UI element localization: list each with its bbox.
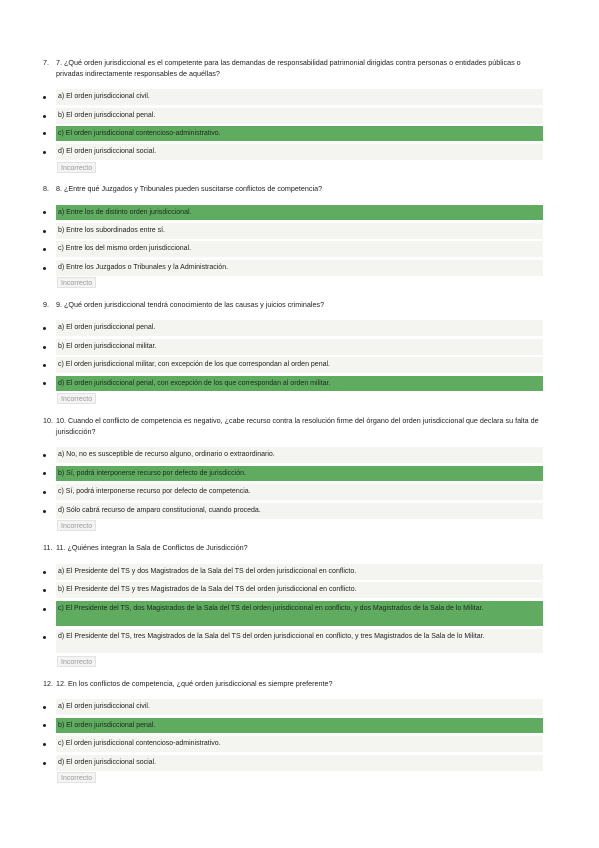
option-text: b) El Presidente del TS y tres Magistrados de la Sala del TS del orden jurisdiccional en conflicto. [58, 586, 357, 593]
option-a[interactable] [56, 447, 543, 463]
option-text: b) El orden jurisdiccional penal. [58, 722, 156, 729]
option-text: a) No, no es susceptible de recurso alguno, ordinario o extraordinario. [58, 451, 275, 458]
bullet-icon [43, 96, 46, 99]
question-text: 7. ¿Qué orden jurisdiccional es el competente para las demandas de responsabilidad patrimonial dirigidas contra personas o entidades públicas o privadas indirectamente responsables de aquéllas? [56, 58, 521, 78]
bullet-icon [43, 346, 46, 349]
option-text: a) El orden jurisdiccional penal. [58, 324, 156, 331]
bullet-icon [43, 151, 46, 154]
bullet-icon [43, 636, 46, 639]
option-c-correct[interactable] [56, 601, 543, 626]
question-number: 10. [43, 416, 53, 425]
bullet-icon [43, 115, 46, 118]
question-8 [0, 183, 599, 287]
bullet-icon [43, 571, 46, 574]
question-text: 10. Cuando el conflicto de competencia es negativo, ¿cabe recurso contra la resolución firme del órgano del orden jurisdiccional que declara su falta de jurisdicción? [56, 416, 539, 436]
option-b[interactable] [56, 339, 543, 355]
question-number: 11. [43, 543, 53, 552]
question-header [0, 415, 599, 437]
question-number: 12. [43, 679, 53, 688]
option-c-correct[interactable] [56, 126, 543, 141]
question-number: 7. [43, 58, 49, 67]
bullet-icon [43, 454, 46, 457]
option-text: c) El orden jurisdiccional contencioso-administrativo. [58, 130, 221, 137]
option-d[interactable] [56, 260, 543, 276]
question-text: 8. ¿Entre qué Juzgados y Tribunales pueden suscitarse conflictos de competencia? [56, 184, 323, 193]
option-c[interactable] [56, 241, 543, 257]
option-d[interactable] [56, 755, 543, 771]
option-text: a) El orden jurisdiccional civil. [58, 703, 150, 710]
question-10 [0, 415, 599, 530]
option-b[interactable] [56, 582, 543, 598]
bullet-icon [43, 327, 46, 330]
option-text: d) Sólo cabrá recurso de amparo constitucional, cuando proceda. [58, 507, 261, 514]
bullet-icon [43, 706, 46, 709]
question-text: 9. ¿Qué orden jurisdiccional tendrá conocimiento de las causas y juicios criminales? [56, 300, 325, 309]
option-text: b) El orden jurisdiccional militar. [58, 343, 157, 350]
question-9 [0, 299, 599, 403]
option-b-correct[interactable] [56, 466, 543, 481]
feedback-incorrect: Incorrecto [57, 162, 96, 173]
question-header [0, 678, 599, 689]
option-text: a) El Presidente del TS y dos Magistrados de la Sala del TS del orden jurisdiccional en conflicto. [58, 568, 357, 575]
bullet-icon [43, 248, 46, 251]
option-text: d) El orden jurisdiccional social. [58, 148, 157, 155]
bullet-icon [43, 364, 46, 367]
option-d[interactable] [56, 629, 543, 653]
bullet-icon [43, 608, 46, 611]
option-c[interactable] [56, 357, 543, 373]
option-text: c) El orden jurisdiccional militar, con excepción de los que correspondan al orden penal. [58, 361, 330, 368]
option-c[interactable] [56, 484, 543, 500]
question-11 [0, 542, 599, 666]
option-text: b) Entre los subordinados entre sí. [58, 227, 166, 234]
bullet-icon [43, 472, 46, 475]
feedback-incorrect: Incorrecto [57, 520, 96, 531]
option-d[interactable] [56, 144, 543, 160]
feedback-incorrect: Incorrecto [57, 656, 96, 667]
option-a-correct[interactable] [56, 205, 543, 220]
option-a[interactable] [56, 320, 543, 336]
bullet-icon [43, 491, 46, 494]
option-a[interactable] [56, 699, 543, 715]
question-number: 9. [43, 300, 49, 309]
bullet-icon [43, 510, 46, 513]
option-c[interactable] [56, 736, 543, 752]
option-text: c) Entre los del mismo orden jurisdiccional. [58, 245, 192, 252]
option-text: d) El orden jurisdiccional social. [58, 759, 157, 766]
question-number: 8. [43, 184, 49, 193]
bullet-icon [43, 132, 46, 135]
option-text: c) El Presidente del TS, dos Magistrados de la Sala del TS del orden jurisdiccional en conflicto, y dos Magistrados de la Sala de lo Militar. [58, 605, 484, 612]
question-header [0, 183, 599, 194]
bullet-icon [43, 724, 46, 727]
question-header [0, 542, 599, 553]
option-text: b) El orden jurisdiccional penal. [58, 112, 156, 119]
bullet-icon [43, 762, 46, 765]
question-text: 11. ¿Quiénes integran la Sala de Conflictos de Jurisdicción? [56, 543, 248, 552]
option-d-correct[interactable] [56, 376, 543, 391]
option-text: b) Sí, podrá interponerse recurso por defecto de jurisdicción. [58, 470, 246, 477]
option-text: d) El Presidente del TS, tres Magistrados de la Sala del TS del orden jurisdiccional en conflicto, y tres Magistrados de la Sala de lo Militar. [58, 633, 485, 640]
option-text: d) Entre los Juzgados o Tribunales y la Administración. [58, 264, 229, 271]
question-header [0, 299, 599, 310]
option-text: c) El orden jurisdiccional contencioso-administrativo. [58, 740, 221, 747]
question-7 [0, 57, 599, 172]
bullet-icon [43, 230, 46, 233]
feedback-incorrect: Incorrecto [57, 277, 96, 288]
option-text: a) Entre los de distinto orden jurisdiccional. [58, 209, 192, 216]
option-d[interactable] [56, 503, 543, 519]
option-b-correct[interactable] [56, 718, 543, 733]
option-text: d) El orden jurisdiccional penal, con excepción de los que correspondan al orden militar. [58, 380, 331, 387]
option-a[interactable] [56, 89, 543, 105]
bullet-icon [43, 589, 46, 592]
bullet-icon [43, 267, 46, 270]
bullet-icon [43, 743, 46, 746]
question-12 [0, 678, 599, 782]
option-b[interactable] [56, 108, 543, 124]
option-text: c) Sí, podrá interponerse recurso por defecto de competencia. [58, 488, 251, 495]
option-a[interactable] [56, 564, 543, 580]
feedback-incorrect: Incorrecto [57, 393, 96, 404]
bullet-icon [43, 382, 46, 385]
option-b[interactable] [56, 223, 543, 239]
option-text: a) El orden jurisdiccional civil. [58, 93, 150, 100]
bullet-icon [43, 211, 46, 214]
question-text: 12. En los conflictos de competencia, ¿qué orden jurisdiccional es siempre preferente? [56, 679, 333, 688]
feedback-incorrect: Incorrecto [57, 772, 96, 783]
question-header [0, 57, 599, 79]
